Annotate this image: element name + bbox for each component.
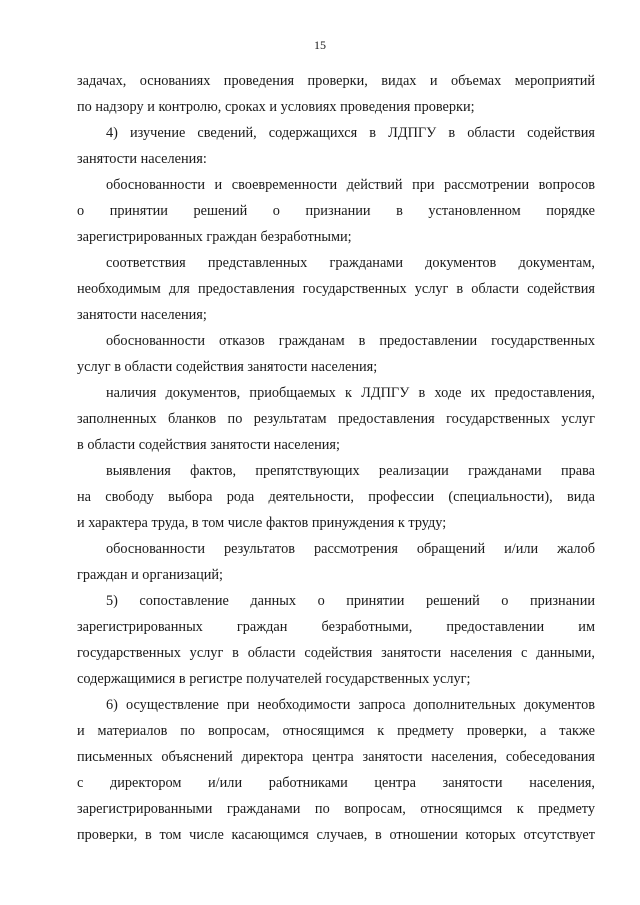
text-line: граждан и организаций; [77,567,224,583]
text-line: по надзору и контролю, сроках и условиях проведения проверки; [77,99,475,115]
text-line: обоснованности отказов гражданам в предоставлении государственных [106,333,595,349]
text-line: соответствия представленных гражданами документов документам, [106,255,595,271]
text-line: и характера труда, в том числе фактов принуждения к труду; [77,515,447,531]
text-line: зарегистрированных граждан безработными; [77,229,352,245]
text-line: зарегистрированных граждан безработными, предоставлении им [77,619,595,635]
text-line: занятости населения: [77,151,207,167]
text-line: и материалов по вопросам, относящимся к предмету проверки, а также [77,723,595,739]
text-line: зарегистрированными гражданами по вопросам, относящимся к предмету [77,801,595,817]
text-line: обоснованности и своевременности действий при рассмотрении вопросов [106,177,595,193]
text-line: необходимым для предоставления государственных услуг в области содействия [77,281,595,297]
text-line: с директором и/или работниками центра занятости населения, [77,775,595,791]
text-line: наличия документов, приобщаемых к ЛДПГУ в ходе их предоставления, [106,385,595,401]
page-number: 15 [314,38,326,52]
text-line: 6) осуществление при необходимости запроса дополнительных документов [106,697,595,713]
text-line: в области содействия занятости населения; [77,437,340,453]
text-line: задачах, основаниях проведения проверки, видах и объемах мероприятий [77,73,595,89]
text-line: содержащимися в регистре получателей государственных услуг; [77,671,471,687]
text-line: занятости населения; [77,307,207,323]
text-line: заполненных бланков по результатам предоставления государственных услуг [77,411,595,427]
text-line: о принятии решений о признании в установленном порядке [77,203,595,219]
document-body [77,68,595,848]
text-line: 4) изучение сведений, содержащихся в ЛДПГУ в области содействия [106,125,595,141]
text-line: проверки, в том числе касающимся случаев, в отношении которых отсутствует [77,827,595,843]
text-line: письменных объяснений директора центра занятости населения, собеседования [77,749,595,765]
text-line: услуг в области содействия занятости населения; [77,359,378,375]
text-line: 5) сопоставление данных о принятии решений о признании [106,593,595,609]
text-line: государственных услуг в области содействия занятости населения с данными, [77,645,595,661]
text-line: выявления фактов, препятствующих реализации гражданами права [106,463,595,479]
text-line: на свободу выбора рода деятельности, профессии (специальности), вида [77,489,595,505]
text-line: обоснованности результатов рассмотрения обращений и/или жалоб [106,541,595,557]
